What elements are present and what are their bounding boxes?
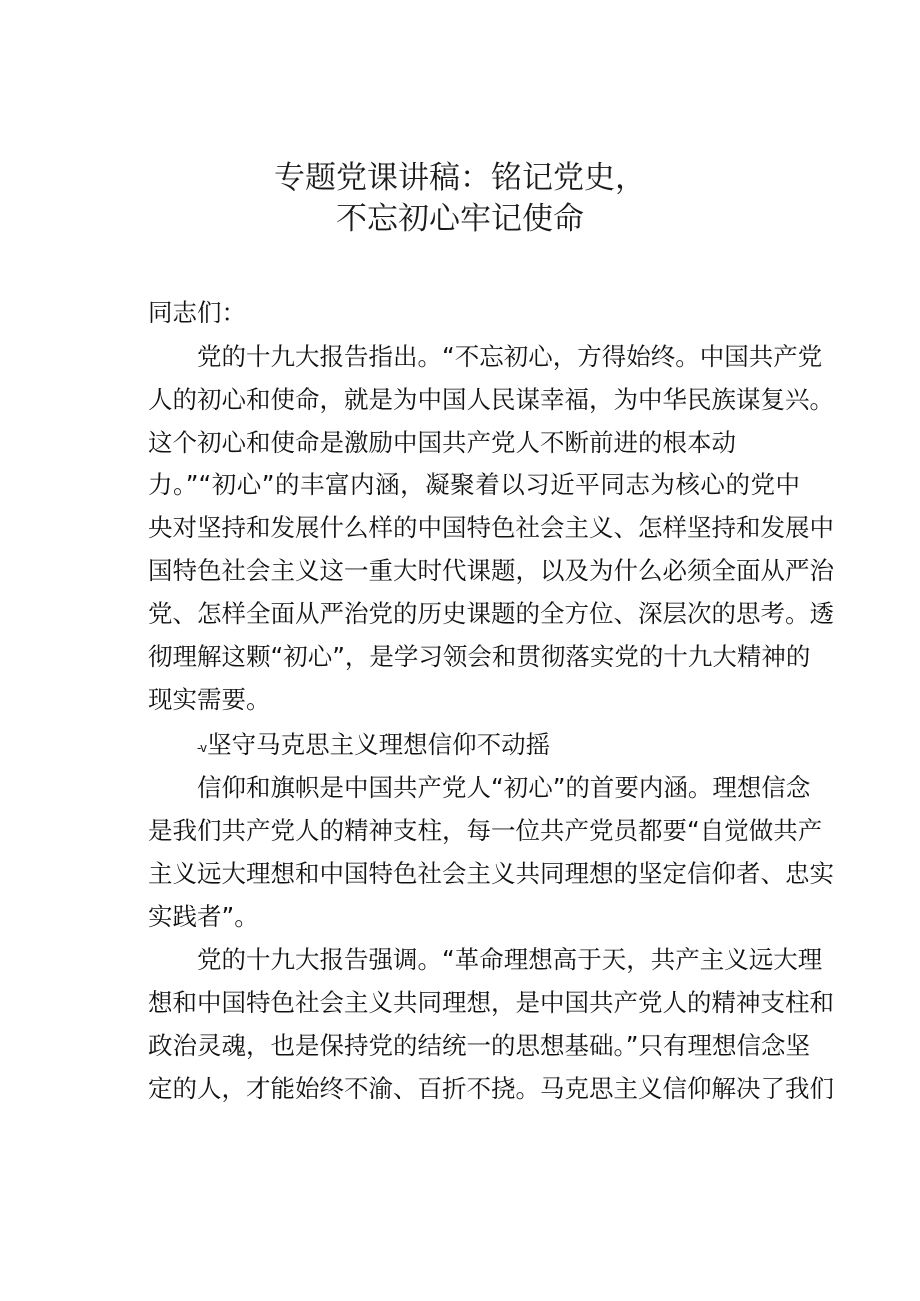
section-heading-marker: -v (197, 741, 207, 755)
paragraph-3-line: 想和中国特色社会主义共同理想，是中国共产党人的精神支柱和 (148, 988, 834, 1017)
section-heading (197, 725, 550, 765)
paragraph-1-line: 彻理解这颗“初心”，是学习领会和贯彻落实党的十九大精神的 (148, 642, 811, 671)
paragraph-3-line: 政治灵魂，也是保持党的结统一的思想基础。”只有理想信念坚 (148, 1031, 810, 1060)
paragraph-3-line: 定的人，才能始终不渝、百折不挠。马克思主义信仰解决了我们 (148, 1074, 834, 1103)
paragraph-2-line: 实践者”。 (148, 902, 259, 931)
paragraph-1-line: 现实需要。 (148, 685, 271, 714)
paragraph-2-line: 是我们共产党人的精神支柱，每一位共产党员都要“自觉做共产 (148, 816, 823, 845)
paragraph-3-line: 党的十九大报告强调。“革命理想高于天，共产主义远大理 (197, 945, 823, 974)
document-title-line-1: 专题党课讲稿：铭记党史， (274, 160, 646, 196)
paragraph-1-line: 这个初心和使命是激励中国共产党人不断前进的根本动 (148, 428, 736, 457)
document-title-line-2: 不忘初心牢记使命 (336, 201, 584, 237)
paragraph-1-line: 国特色社会主义这一重大时代课题，以及为什么必须全面从严治 (148, 556, 834, 585)
salutation: 同志们： (148, 298, 246, 327)
paragraph-1-line: 央对坚持和发展什么样的中国特色社会主义、怎样坚持和发展中 (148, 513, 834, 542)
paragraph-2-line: 主义远大理想和中国特色社会主义共同理想的坚定信仰者、忠实 (148, 859, 834, 888)
paragraph-1-line: 党的十九大报告指出。“不忘初心，方得始终。中国共产党 (197, 342, 823, 371)
paragraph-1-line: 党、怎样全面从严治党的历史课题的全方位、深层次的思考。透 (148, 599, 834, 628)
paragraph-2-line: 信仰和旗帜是中国共产党人“初心”的首要内涵。理想信念 (197, 773, 811, 802)
paragraph-1-line: 人的初心和使命，就是为中国人民谋幸福，为中华民族谋复兴。 (148, 385, 834, 414)
paragraph-1-line: 力。”“初心”的丰富内涵，凝聚着以习近平同志为核心的党中 (148, 470, 800, 499)
section-heading-text: 坚守马克思主义理想信仰不动摇 (207, 730, 551, 759)
